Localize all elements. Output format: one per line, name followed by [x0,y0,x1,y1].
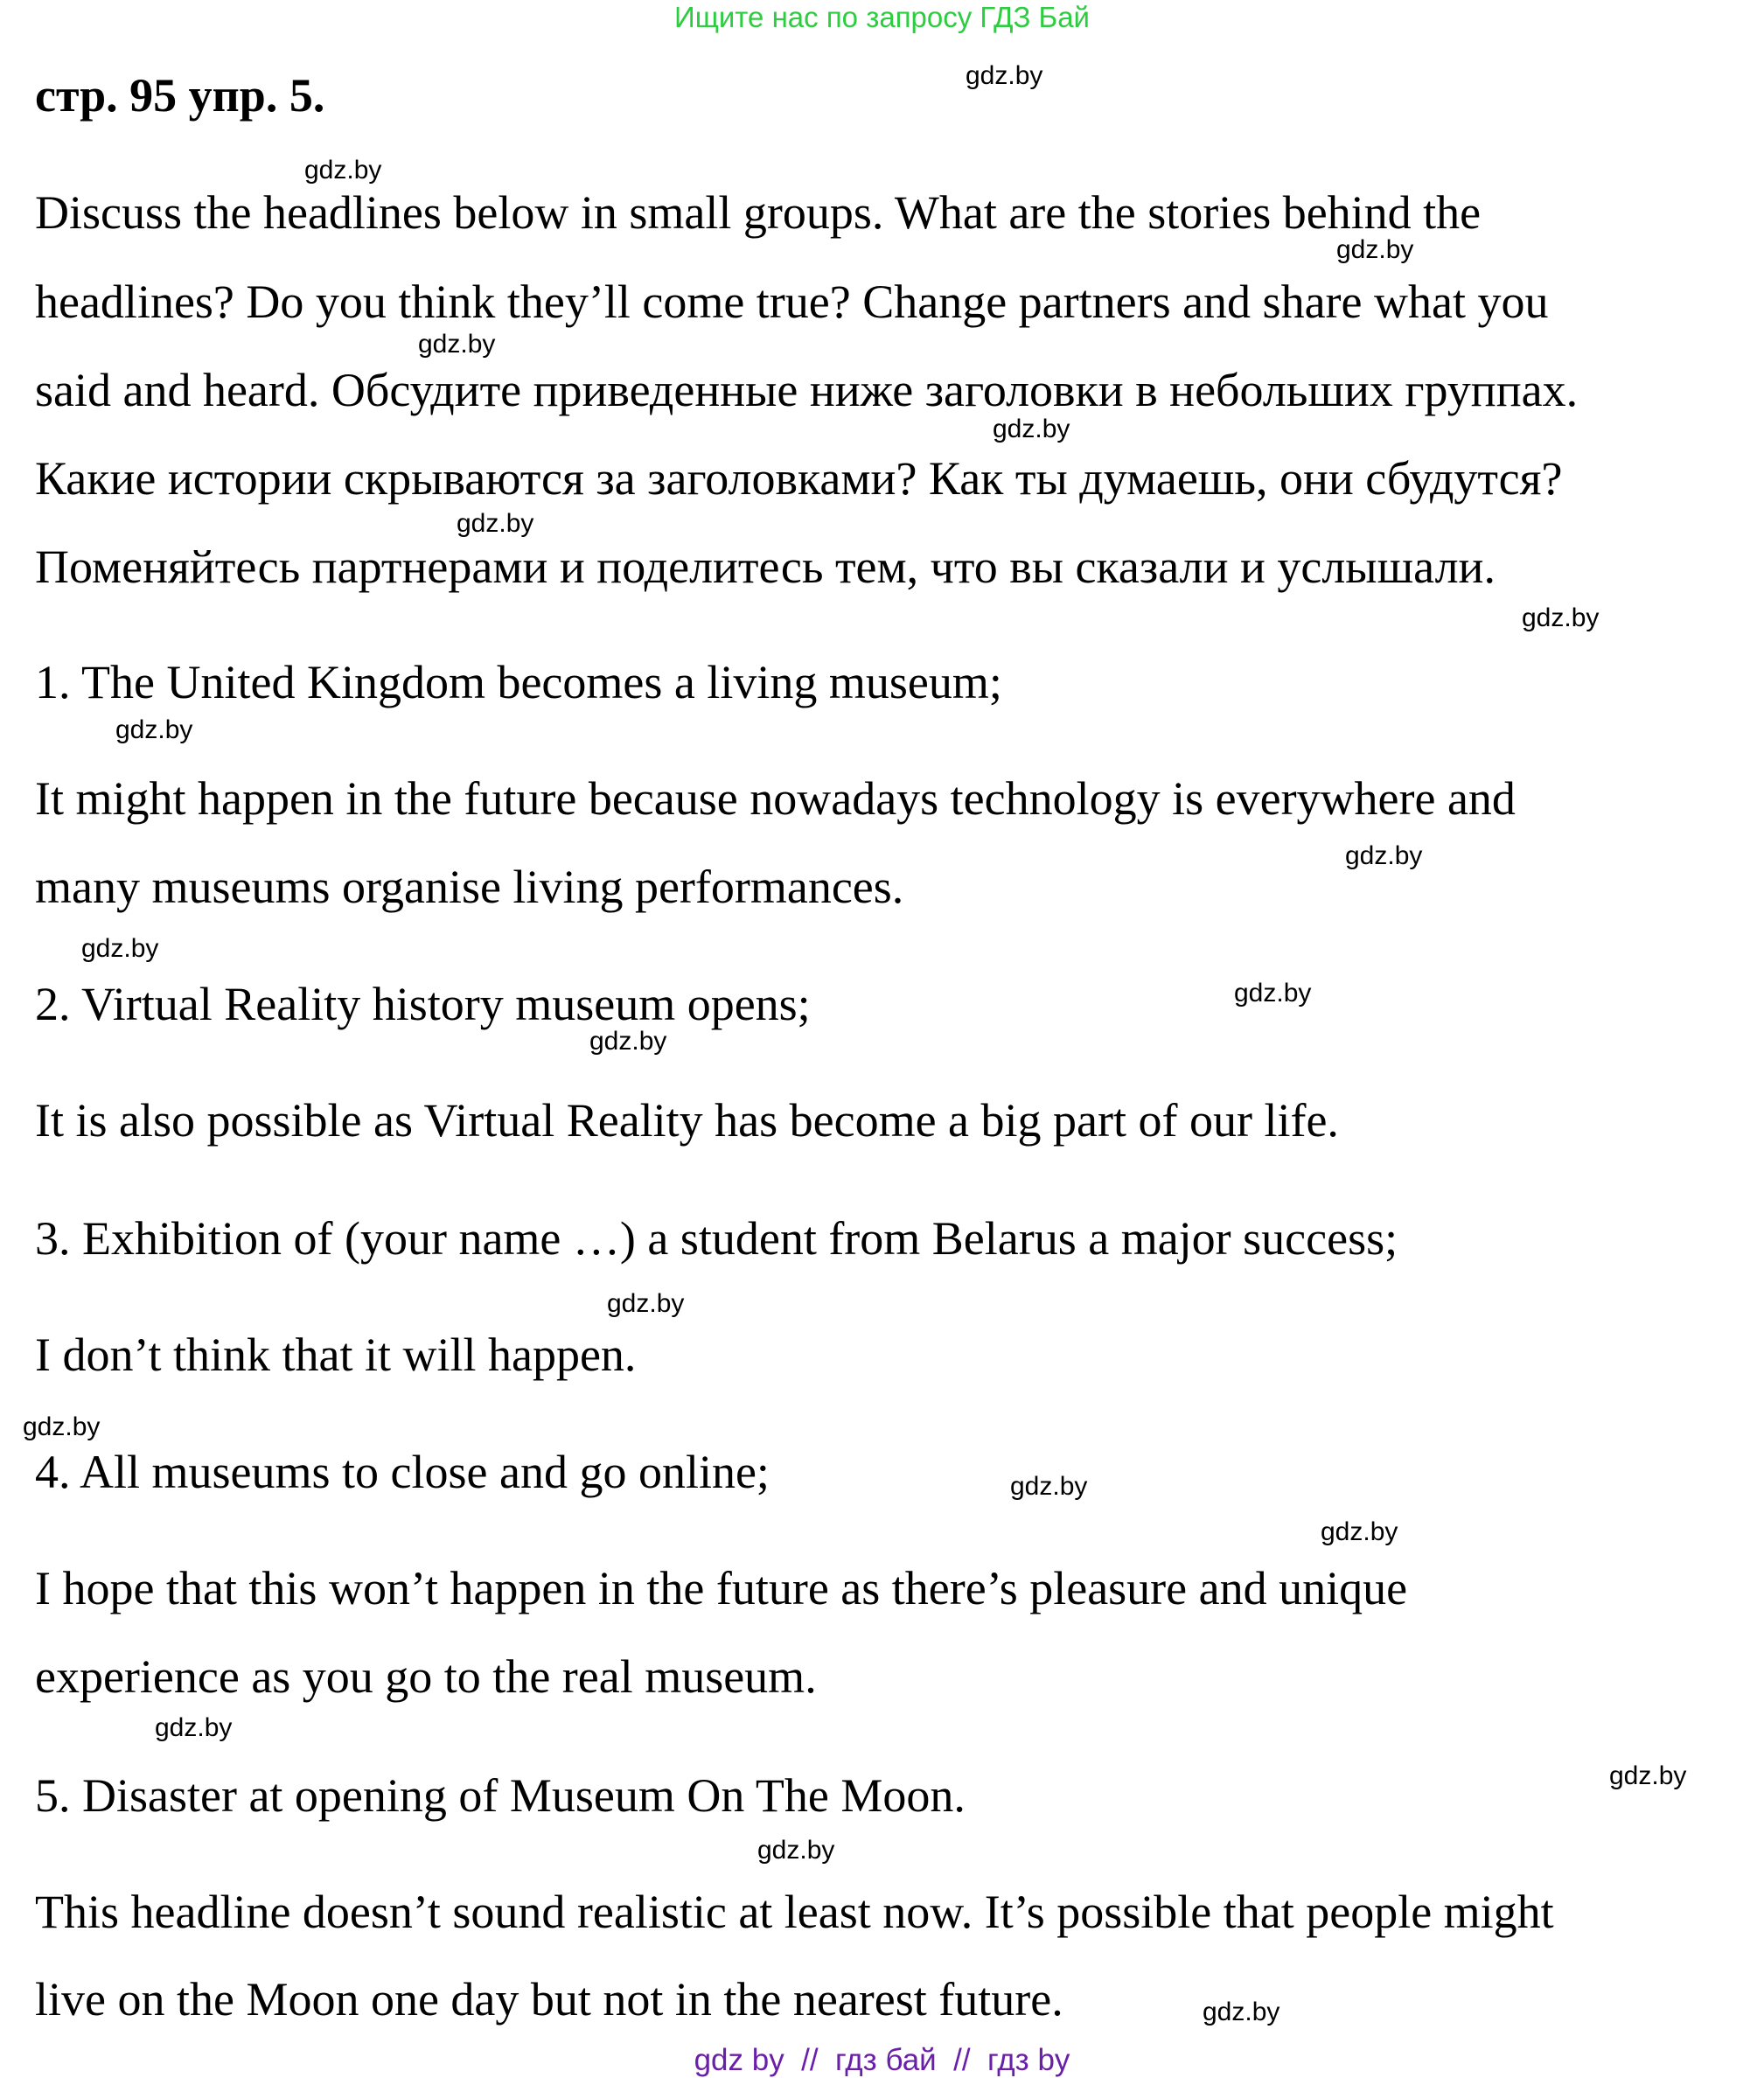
watermark: gdz.by [304,156,382,185]
watermark: gdz.by [1010,1472,1088,1501]
headline-2: 2. Virtual Reality history museum opens; [35,978,811,1030]
task-line: Какие истории скрываются за заголовками? Как ты думаешь, они сбудутся? [35,452,1563,505]
watermark: gdz.by [757,1836,835,1865]
answer-line: many museums organise living performances. [35,861,904,913]
watermark: gdz.by [1609,1761,1687,1790]
answer-line: I hope that this won’t happen in the future as there’s pleasure and unique [35,1562,1408,1614]
footer-links: gdz by // гдз бай // гдз by [694,2043,1070,2077]
task-line: Поменяйтесь партнерами и поделитесь тем, что вы сказали и услышали. [35,540,1496,593]
answer-line: It is also possible as Virtual Reality has become a big part of our life. [35,1094,1339,1147]
watermark: gdz.by [1321,1517,1398,1546]
watermark: gdz.by [1345,841,1423,870]
task-line: Discuss the headlines below in small groups. What are the stories behind the [35,186,1482,239]
answer-line: experience as you go to the real museum. [35,1650,817,1703]
watermark: gdz.by [115,715,193,744]
top-banner: Ищите нас по запросу ГДЗ Бай [674,1,1090,33]
watermark: gdz.by [418,330,496,359]
watermark: gdz.by [607,1289,685,1318]
watermark: gdz.by [1336,235,1414,264]
watermark: gdz.by [81,934,159,963]
watermark: gdz.by [993,415,1070,443]
headline-5: 5. Disaster at opening of Museum On The Moon. [35,1769,966,1822]
watermark: gdz.by [966,61,1043,90]
answer-line: I don’t think that it will happen. [35,1328,637,1381]
watermark: gdz.by [1203,1998,1280,2026]
task-line: said and heard. Обсудите приведенные ниже заголовки в небольших группах. [35,364,1579,416]
watermark: gdz.by [23,1412,101,1441]
watermark: gdz.by [1522,603,1600,632]
task-line: headlines? Do you think they’ll come true? Change partners and share what you [35,275,1549,328]
answer-line: This headline doesn’t sound realistic at least now. It’s possible that people might [35,1886,1554,1938]
answer-line: live on the Moon one day but not in the nearest future. [35,1973,1063,2026]
headline-4: 4. All museums to close and go online; [35,1446,770,1498]
watermark: gdz.by [1234,979,1312,1008]
headline-1: 1. The United Kingdom becomes a living museum; [35,656,1002,708]
watermark: gdz.by [589,1027,667,1056]
watermark: gdz.by [155,1713,233,1742]
watermark: gdz.by [457,509,534,538]
answer-line: It might happen in the future because nowadays technology is everywhere and [35,772,1516,825]
exercise-heading: стр. 95 упр. 5. [35,69,325,122]
headline-3: 3. Exhibition of (your name …) a student from Belarus a major success; [35,1212,1398,1265]
